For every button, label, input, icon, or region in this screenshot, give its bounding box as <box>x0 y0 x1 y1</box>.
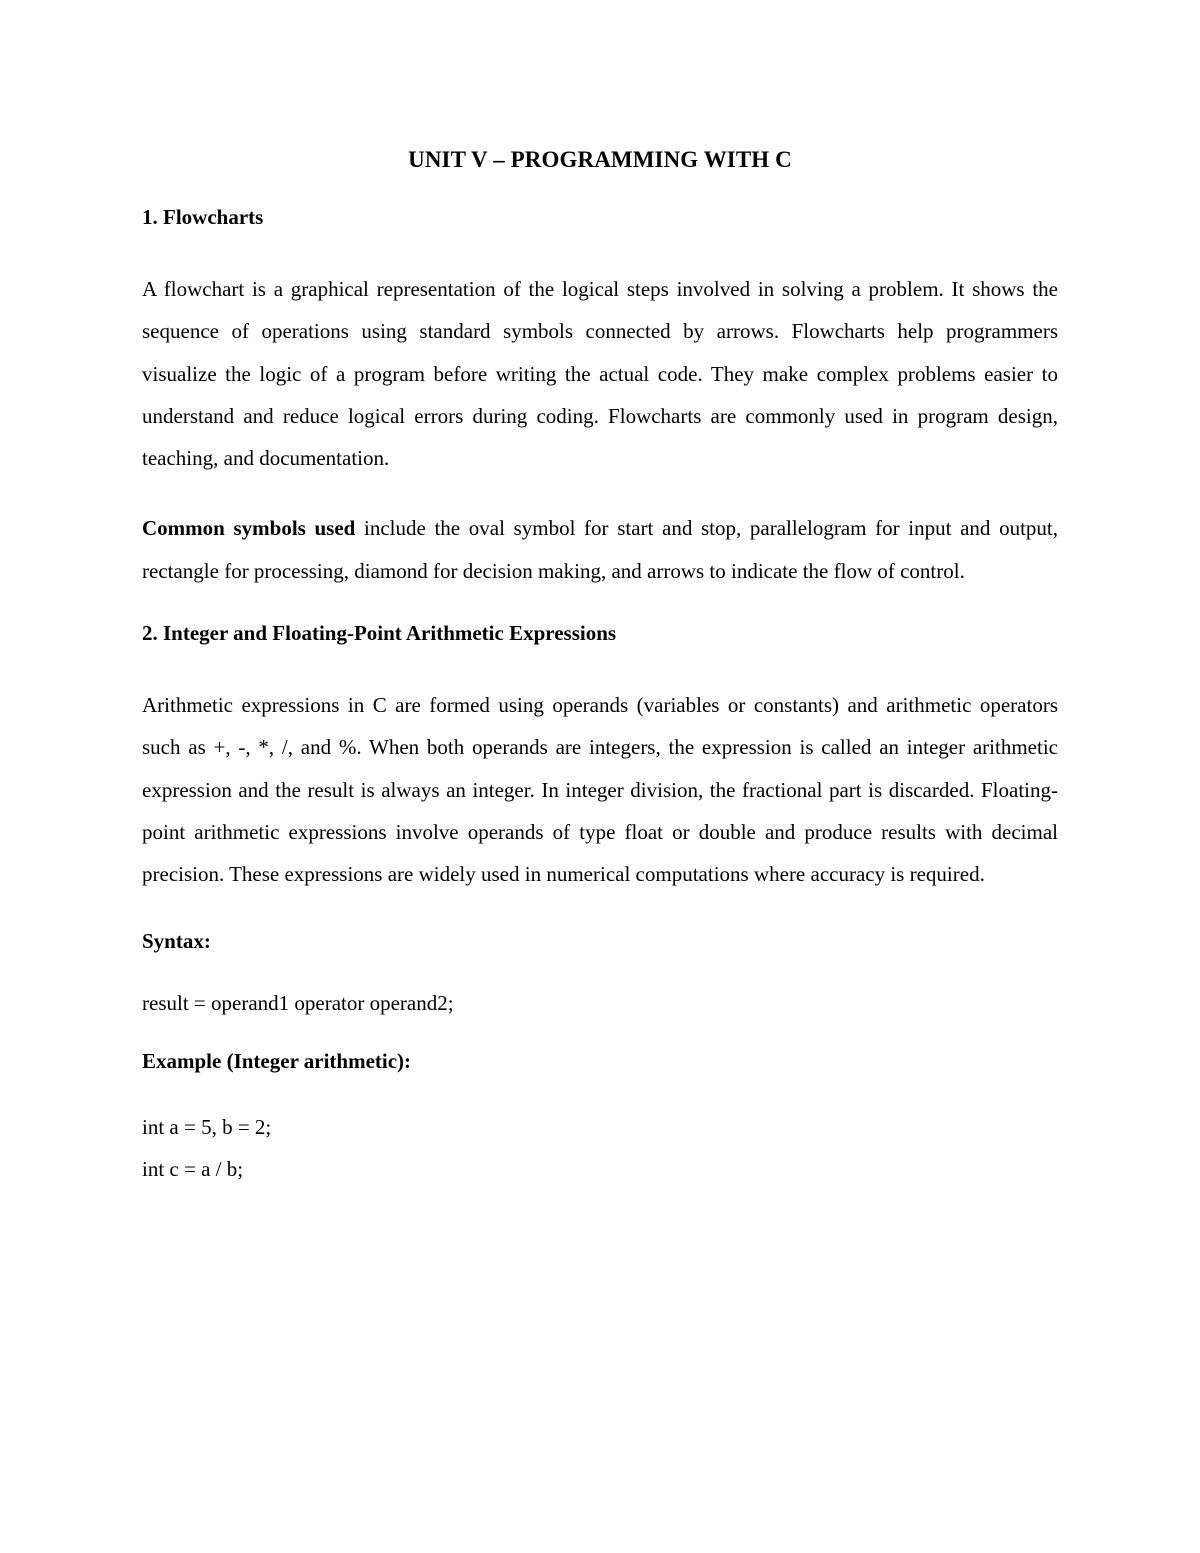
example-heading: Example (Integer arithmetic): <box>142 1048 412 1073</box>
symbols-paragraph <box>142 507 1058 592</box>
document-title: UNIT V – PROGRAMMING WITH C <box>408 147 792 172</box>
example-line-2: int c = a / b; <box>142 1156 244 1181</box>
section-heading-flowcharts: 1. Flowcharts <box>142 205 264 229</box>
syntax-heading: Syntax: <box>142 928 211 953</box>
syntax-line: result = operand1 operator operand2; <box>142 990 454 1015</box>
section-heading-arithmetic: 2. Integer and Floating-Point Arithmetic Expressions <box>142 621 617 646</box>
symbols-bold-lead: Common symbols used <box>142 516 356 541</box>
example-line-1: int a = 5, b = 2; <box>142 1114 272 1139</box>
arithmetic-paragraph: Arithmetic expressions in C are formed using operands (variables or constants) and arithmetic operators such as +, -, *, /, and %. When both operands are integers, the expression is called an integer arithmetic expression and the result is always an integer. In integer division, the fractional part is discarded. Floating-point arithmetic expressions involve operands of type float or double and produce results with decimal precision. These expressions are widely used in numerical computations where accuracy is required. <box>142 693 1058 887</box>
symbols-paragraph-text: include the oval symbol for start and stop, parallelogram for input and output, rectangle for processing, diamond for decision making, and arrows to indicate the flow of control. <box>142 516 1058 583</box>
document-content <box>142 140 1058 1190</box>
flowchart-paragraph: A flowchart is a graphical representation of the logical steps involved in solving a problem. It shows the sequence of operations using standard symbols connected by arrows. Flowcharts help programmers visualize the logic of a program before writing the actual code. They make complex problems easier to understand and reduce logical errors during coding. Flowcharts are commonly used in program design, teaching, and documentation. <box>142 277 1058 471</box>
